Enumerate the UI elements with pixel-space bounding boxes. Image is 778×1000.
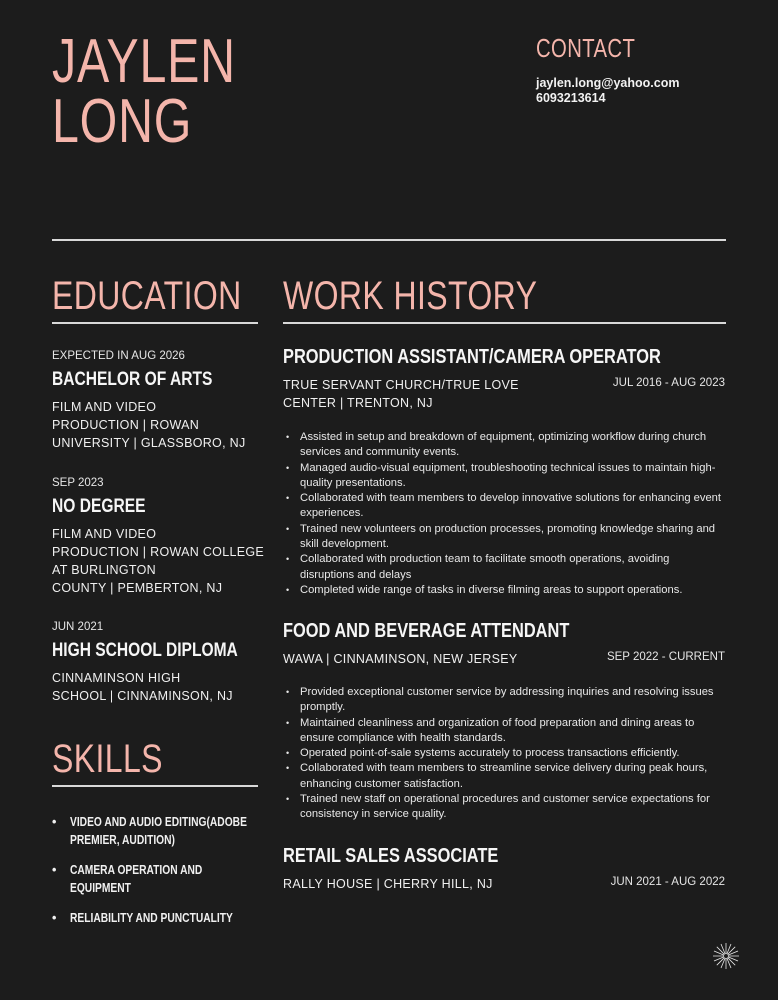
education-date: SEP 2023 [52,477,104,489]
job-employer [283,875,493,893]
job-bullets [286,685,726,823]
job-employer [283,650,517,668]
job-dates: SEP 2022 - CURRENT [606,651,725,663]
education-date: EXPECTED IN AUG 2026 [52,350,185,362]
employer-line: TRUE SERVANT CHURCH/TRUE LOVE [283,378,519,392]
skill-item: • CAMERA OPERATION AND EQUIPMENT [52,861,262,897]
skills-heading: SKILLS [52,737,163,781]
job-bullet: • Provided exceptional customer service by addressing inquiries and resolving issues promptly. [286,685,726,716]
education-divider [52,322,258,324]
job-title: PRODUCTION ASSISTANT/CAMERA OPERATOR [283,346,661,368]
education-line: COUNTY | PEMBERTON, NJ [52,581,223,595]
work-history-heading: WORK HISTORY [283,274,538,318]
education-line: UNIVERSITY | GLASSBORO, NJ [52,436,246,450]
candidate-name [52,27,236,156]
education-line: FILM AND VIDEO [52,527,157,541]
employer-line: CENTER | TRENTON, NJ [283,396,433,410]
education-institution [52,398,246,452]
first-name: JAYLEN [52,27,236,96]
education-line: PRODUCTION | ROWAN COLLEGE [52,545,264,559]
job-dates: JUN 2021 - AUG 2022 [610,876,725,888]
education-degree: BACHELOR OF ARTS [52,369,213,390]
contact-email[interactable]: jaylen.long@yahoo.com [536,76,680,90]
education-line: PRODUCTION | ROWAN [52,418,200,432]
contact-heading: CONTACT [536,33,636,63]
education-date: JUN 2021 [52,621,104,633]
education-institution [52,525,264,597]
job-bullets [286,430,726,598]
skill-item: • VIDEO AND AUDIO EDITING(ADOBE PREMIER, AUDITION) [52,813,262,849]
education-line: CINNAMINSON HIGH [52,671,181,685]
education-institution [52,669,233,705]
work-history-divider [283,322,726,324]
job-bullet: • Collaborated with team members to develop innovative solutions for enhancing event experiences. [286,491,726,522]
job-title: FOOD AND BEVERAGE ATTENDANT [283,620,570,642]
education-line: AT BURLINGTON [52,563,156,577]
education-degree: HIGH SCHOOL DIPLOMA [52,640,238,661]
job-dates: JUL 2016 - AUG 2023 [612,377,725,389]
job-bullet: • Trained new volunteers on production processes, promoting knowledge sharing and skill development. [286,522,726,553]
education-heading: EDUCATION [52,274,242,318]
job-bullet: • Maintained cleanliness and organization of food preparation and dining areas to ensure compliance with health standards. [286,716,726,747]
job-employer [283,376,519,412]
header-divider [52,239,726,241]
contact-phone[interactable]: 6093213614 [536,91,606,105]
job-bullet: • Assisted in setup and breakdown of equipment, optimizing workflow during church services and community events. [286,430,726,461]
job-title: RETAIL SALES ASSOCIATE [283,845,499,867]
sunburst-icon [712,942,740,970]
job-bullet: • Completed wide range of tasks in diverse filming areas to support operations. [286,583,726,598]
job-bullet: • Managed audio-visual equipment, troubleshooting technical issues to maintain high-quality presentations. [286,461,726,492]
job-bullet: • Trained new staff on operational procedures and customer service expectations for consistency in service quality. [286,792,726,823]
skills-divider [52,785,258,787]
job-bullet: • Operated point-of-sale systems accurately to process transactions efficiently. [286,746,726,761]
employer-line: RALLY HOUSE | CHERRY HILL, NJ [283,877,493,891]
job-bullet: • Collaborated with team members to streamline service delivery during peak hours, enhancing customer satisfaction. [286,761,726,792]
employer-line: WAWA | CINNAMINSON, NEW JERSEY [283,652,518,666]
skills-list [52,813,262,939]
job-bullet: • Collaborated with production team to facilitate smooth operations, avoiding disruptions and delays [286,552,726,583]
education-line: FILM AND VIDEO [52,400,157,414]
last-name: LONG [52,87,193,156]
skill-item: • RELIABILITY AND PUNCTUALITY [52,909,262,927]
education-degree: NO DEGREE [52,496,146,517]
education-line: SCHOOL | CINNAMINSON, NJ [52,689,233,703]
